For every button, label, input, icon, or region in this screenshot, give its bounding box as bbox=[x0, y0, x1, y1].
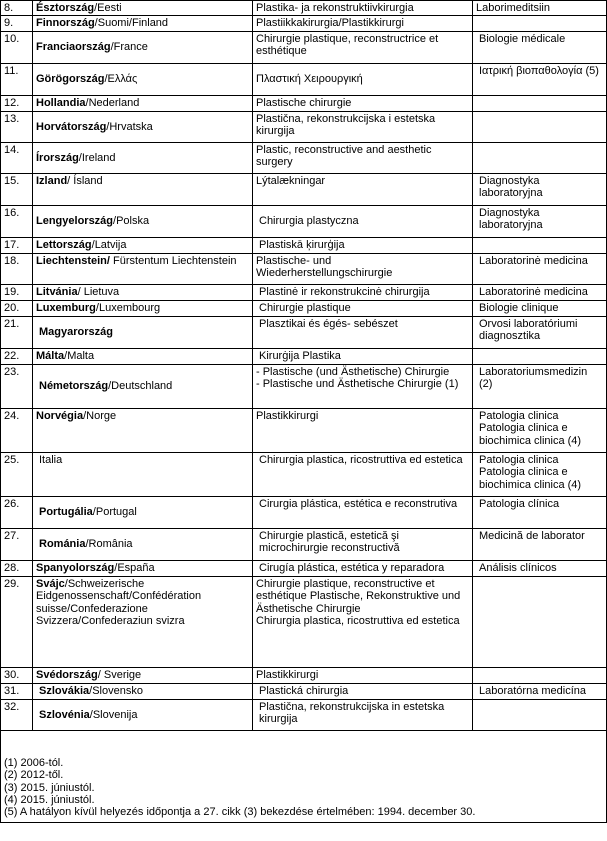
lab-cell bbox=[473, 576, 607, 667]
country-cell: Svájc/Schweizerische Eidgenossenschaft/Confédération suisse/Confederazione Svizzera/Confederaziun svizra bbox=[33, 576, 253, 667]
country-name-hu: Románia bbox=[39, 538, 86, 551]
country-name-native: Schweizerische Eidgenossenschaft/Confédération suisse/Confederazione Svizzera/Confederaziun svizra bbox=[36, 577, 202, 628]
country-cell: Izland/ Ísland bbox=[33, 173, 253, 205]
country-name-native: Malta bbox=[67, 349, 95, 362]
lab-cell: Laborimeditsiin bbox=[473, 1, 607, 16]
lab-cell bbox=[473, 699, 607, 730]
row-number: 30. bbox=[1, 667, 33, 683]
row-number: 21. bbox=[1, 316, 33, 348]
specialty-cell: Plastikkirurgi bbox=[253, 667, 473, 683]
row-number: 28. bbox=[1, 560, 33, 576]
country-name-native: Eesti bbox=[97, 2, 122, 14]
country-name-native: France bbox=[113, 41, 148, 54]
lab-cell bbox=[473, 237, 607, 253]
country-cell: Franciaország/France bbox=[33, 31, 253, 63]
specialty-cell: Chirurgie plastică, estetică şi microchirurgie reconstructivă bbox=[253, 528, 473, 560]
table-row bbox=[1, 496, 607, 528]
specialty-cell: Chirurgia plastica, ricostruttiva ed estetica bbox=[253, 452, 473, 496]
footnotes-row bbox=[1, 730, 607, 822]
lab-cell: Patologia clinica Patologia clinica e biochimica clinica (4) bbox=[473, 408, 607, 452]
country-name-native: Deutschland bbox=[111, 380, 173, 393]
table-row bbox=[1, 699, 607, 730]
specialty-cell: Cirugía plástica, estética y reparadora bbox=[253, 560, 473, 576]
country-name-native: Slovensko bbox=[92, 684, 143, 697]
row-number: 15. bbox=[1, 173, 33, 205]
lab-cell: Patologia clínica bbox=[473, 496, 607, 528]
lab-cell: Análisis clínicos bbox=[473, 560, 607, 576]
row-number: 26. bbox=[1, 496, 33, 528]
country-name-hu: Írország bbox=[36, 151, 79, 164]
row-number: 32. bbox=[1, 699, 33, 730]
table-row bbox=[1, 348, 607, 364]
row-number: 11. bbox=[1, 63, 33, 95]
row-number: 24. bbox=[1, 408, 33, 452]
country-cell: Luxemburg/Luxembourg bbox=[33, 300, 253, 316]
table-row bbox=[1, 560, 607, 576]
country-name-hu: Luxemburg bbox=[36, 301, 96, 314]
country-name-native: Hrvatska bbox=[109, 120, 153, 133]
table-row bbox=[1, 364, 607, 408]
footnote: (5) A hatályon kívül helyezés időpontja a 27. cikk (3) bekezdése értelmében: 1994. december 30. bbox=[4, 806, 476, 819]
table-row bbox=[1, 237, 607, 253]
country-name-native: Lietuva bbox=[80, 285, 120, 298]
country-cell: Litvánia/ Lietuva bbox=[33, 284, 253, 300]
table-row bbox=[1, 111, 607, 142]
country-name-hu: Liechtenstein bbox=[36, 254, 107, 267]
country-name-native: Polska bbox=[116, 215, 150, 228]
country-name-hu: Spanyolország bbox=[36, 561, 115, 574]
country-name-hu: Szlovénia bbox=[39, 708, 90, 721]
specialty-cell: Plastika- ja rekonstruktiivkirurgia bbox=[253, 1, 473, 16]
table-row bbox=[1, 142, 607, 173]
table-row bbox=[1, 95, 607, 111]
country-name-native: Italia bbox=[39, 453, 63, 466]
lab-cell: Diagnostyka laboratoryjna bbox=[473, 205, 607, 237]
country-name-hu: Lettország bbox=[36, 238, 92, 251]
table-row bbox=[1, 205, 607, 237]
country-cell bbox=[33, 452, 253, 496]
table-row bbox=[1, 284, 607, 300]
specialty-cell: Chirurgie plastique, reconstructive et esthétique Plastische, Rekonstruktive und Ästhetische Chirurgie Chirurgia plastica, ricostruttiva ed estetica bbox=[253, 576, 473, 667]
footnotes-cell bbox=[1, 730, 607, 822]
table-row bbox=[1, 452, 607, 496]
table-row bbox=[1, 300, 607, 316]
country-name-native: Sverige bbox=[100, 668, 142, 681]
country-name-native: Portugal bbox=[95, 506, 137, 519]
lab-cell bbox=[473, 348, 607, 364]
country-name-hu: Németország bbox=[39, 380, 109, 393]
specialty-cell: Plastična, rekonstrukcijska i estetska kirurgija bbox=[253, 111, 473, 142]
row-number: 12. bbox=[1, 95, 33, 111]
table-row bbox=[1, 1, 607, 16]
row-number: 17. bbox=[1, 237, 33, 253]
row-number: 22. bbox=[1, 348, 33, 364]
country-name-hu: Finnország bbox=[36, 17, 95, 30]
lab-cell: Biologie clinique bbox=[473, 300, 607, 316]
country-name-native: Nederland bbox=[88, 96, 140, 109]
country-name-native: Norge bbox=[86, 409, 117, 422]
lab-cell: Laboratoriumsmedizin (2) bbox=[473, 364, 607, 408]
specialty-cell: Lýtalækningar bbox=[253, 173, 473, 205]
country-cell: Görögország/Ελλάς bbox=[33, 63, 253, 95]
country-cell: Románia/România bbox=[33, 528, 253, 560]
country-cell: Finnország/Suomi/Finland bbox=[33, 16, 253, 31]
lab-cell: Laboratorinė medicina bbox=[473, 253, 607, 284]
table-row bbox=[1, 408, 607, 452]
country-name-native: Ελλάς bbox=[107, 73, 138, 86]
country-name-native: España bbox=[117, 561, 155, 574]
specialty-cell: Plastikkirurgi bbox=[253, 408, 473, 452]
country-cell: Lettország/Latvija bbox=[33, 237, 253, 253]
country-name-hu: Litvánia bbox=[36, 285, 78, 298]
table-row bbox=[1, 16, 607, 31]
country-cell: Portugália/Portugal bbox=[33, 496, 253, 528]
lab-cell: Orvosi laboratóriumi diagnosztika bbox=[473, 316, 607, 348]
country-name-hu: Görögország bbox=[36, 73, 105, 86]
country-cell bbox=[33, 316, 253, 348]
table-row bbox=[1, 253, 607, 284]
country-name-native: Fürstentum Liechtenstein bbox=[109, 254, 237, 267]
country-name-hu: Lengyelország bbox=[36, 215, 114, 228]
country-name-hu: Szlovákia bbox=[39, 684, 90, 697]
specialty-cell: Plastinė ir rekonstrukcinė chirurgija bbox=[253, 284, 473, 300]
country-name-hu: Svájc bbox=[36, 577, 65, 590]
lab-cell bbox=[473, 16, 607, 31]
table-row bbox=[1, 316, 607, 348]
country-cell: Lengyelország/Polska bbox=[33, 205, 253, 237]
lab-cell bbox=[473, 142, 607, 173]
table-row bbox=[1, 63, 607, 95]
table-row bbox=[1, 528, 607, 560]
table-row bbox=[1, 173, 607, 205]
footnote: (4) 2015. júniustól. bbox=[4, 794, 95, 807]
specialty-cell: Chirurgie plastique, reconstructrice et esthétique bbox=[253, 31, 473, 63]
country-cell: Málta/Malta bbox=[33, 348, 253, 364]
country-cell: Szlovákia/Slovensko bbox=[33, 683, 253, 699]
country-name-hu: Franciaország bbox=[36, 41, 111, 54]
row-number: 27. bbox=[1, 528, 33, 560]
lab-cell bbox=[473, 111, 607, 142]
row-number: 13. bbox=[1, 111, 33, 142]
specialty-cell: Cirurgia plástica, estética e reconstrutiva bbox=[253, 496, 473, 528]
row-number: 29. bbox=[1, 576, 33, 667]
table-row bbox=[1, 576, 607, 667]
lab-cell: Ιατρική βιοπαθολογία (5) bbox=[473, 63, 607, 95]
country-name-native: Suomi/Finland bbox=[97, 17, 169, 30]
footnote: (2) 2012-től. bbox=[4, 769, 64, 782]
country-name-hu: Horvátország bbox=[36, 120, 107, 133]
row-number: 31. bbox=[1, 683, 33, 699]
lab-cell: Laboratórna medicína bbox=[473, 683, 607, 699]
row-number: 18. bbox=[1, 253, 33, 284]
country-name-hu: Svédország bbox=[36, 668, 98, 681]
country-cell: Norvégia/Norge bbox=[33, 408, 253, 452]
specialty-cell: Plastična, rekonstrukcijska in estetska kirurgija bbox=[253, 699, 473, 730]
specialty-cell: Plastische- und Wiederherstellungschirurgie bbox=[253, 253, 473, 284]
row-number: 9. bbox=[1, 16, 33, 31]
lab-cell: Medicină de laborator bbox=[473, 528, 607, 560]
table-row bbox=[1, 667, 607, 683]
specialty-cell: Πλαστική Χειρουργική bbox=[253, 63, 473, 95]
country-name-native: Ísland bbox=[70, 174, 103, 187]
row-number: 23. bbox=[1, 364, 33, 408]
specialty-cell: Plastiikkakirurgia/Plastikkirurgi bbox=[253, 16, 473, 31]
specialty-cell: Plastiskā ķirurģija bbox=[253, 237, 473, 253]
specialty-cell: Plastická chirurgia bbox=[253, 683, 473, 699]
country-name-hu: Izland bbox=[36, 174, 68, 187]
table-row bbox=[1, 683, 607, 699]
country-cell: Liechtenstein/ Fürstentum Liechtenstein bbox=[33, 253, 253, 284]
country-name-hu: Hollandia bbox=[36, 96, 86, 109]
country-cell: Spanyolország/España bbox=[33, 560, 253, 576]
lab-cell bbox=[473, 95, 607, 111]
row-number: 16. bbox=[1, 205, 33, 237]
lab-cell: Biologie médicale bbox=[473, 31, 607, 63]
country-cell: Horvátország/Hrvatska bbox=[33, 111, 253, 142]
country-name-hu: Portugália bbox=[39, 506, 93, 519]
country-name-hu: Norvégia bbox=[36, 409, 84, 422]
country-name-native: Ireland bbox=[81, 151, 116, 164]
row-number: 10. bbox=[1, 31, 33, 63]
country-cell: Hollandia/Nederland bbox=[33, 95, 253, 111]
country-cell: Németország/Deutschland bbox=[33, 364, 253, 408]
row-number: 8. bbox=[1, 1, 33, 16]
table-row bbox=[1, 31, 607, 63]
row-number: 14. bbox=[1, 142, 33, 173]
lab-cell: Patologia clinica Patologia clinica e biochimica clinica (4) bbox=[473, 452, 607, 496]
specialty-cell: - Plastische (und Ästhetische) Chirurgie - Plastische und Ästhetische Chirurgie (1) bbox=[253, 364, 473, 408]
specialty-cell: Chirurgia plastyczna bbox=[253, 205, 473, 237]
country-name-native: România bbox=[88, 538, 133, 551]
country-name-native: Luxembourg bbox=[98, 301, 161, 314]
country-name-hu: Magyarország bbox=[39, 326, 113, 339]
country-name-hu: Málta bbox=[36, 349, 65, 362]
row-number: 20. bbox=[1, 300, 33, 316]
footnote: (3) 2015. júniustól. bbox=[4, 781, 95, 794]
row-number: 19. bbox=[1, 284, 33, 300]
country-cell: Svédország/ Sverige bbox=[33, 667, 253, 683]
lab-cell bbox=[473, 667, 607, 683]
country-cell: Szlovénia/Slovenija bbox=[33, 699, 253, 730]
specialty-cell: Chirurgie plastique bbox=[253, 300, 473, 316]
country-cell: Írország/Ireland bbox=[33, 142, 253, 173]
country-cell: Észtország/Eesti bbox=[33, 1, 253, 16]
row-number: 25. bbox=[1, 452, 33, 496]
lab-cell: Diagnostyka laboratoryjna bbox=[473, 173, 607, 205]
country-name-hu: Észtország bbox=[36, 2, 95, 14]
country-name-native: Latvija bbox=[94, 238, 127, 251]
specialty-cell: Kirurġija Plastika bbox=[253, 348, 473, 364]
specialty-cell: Plastische chirurgie bbox=[253, 95, 473, 111]
country-name-native: Slovenija bbox=[92, 708, 138, 721]
specialty-cell: Plastic, reconstructive and aesthetic surgery bbox=[253, 142, 473, 173]
lab-cell: Laboratorinė medicina bbox=[473, 284, 607, 300]
footnote: (1) 2006-tól. bbox=[4, 756, 64, 769]
specialty-cell: Plasztikai és égés- sebészet bbox=[253, 316, 473, 348]
